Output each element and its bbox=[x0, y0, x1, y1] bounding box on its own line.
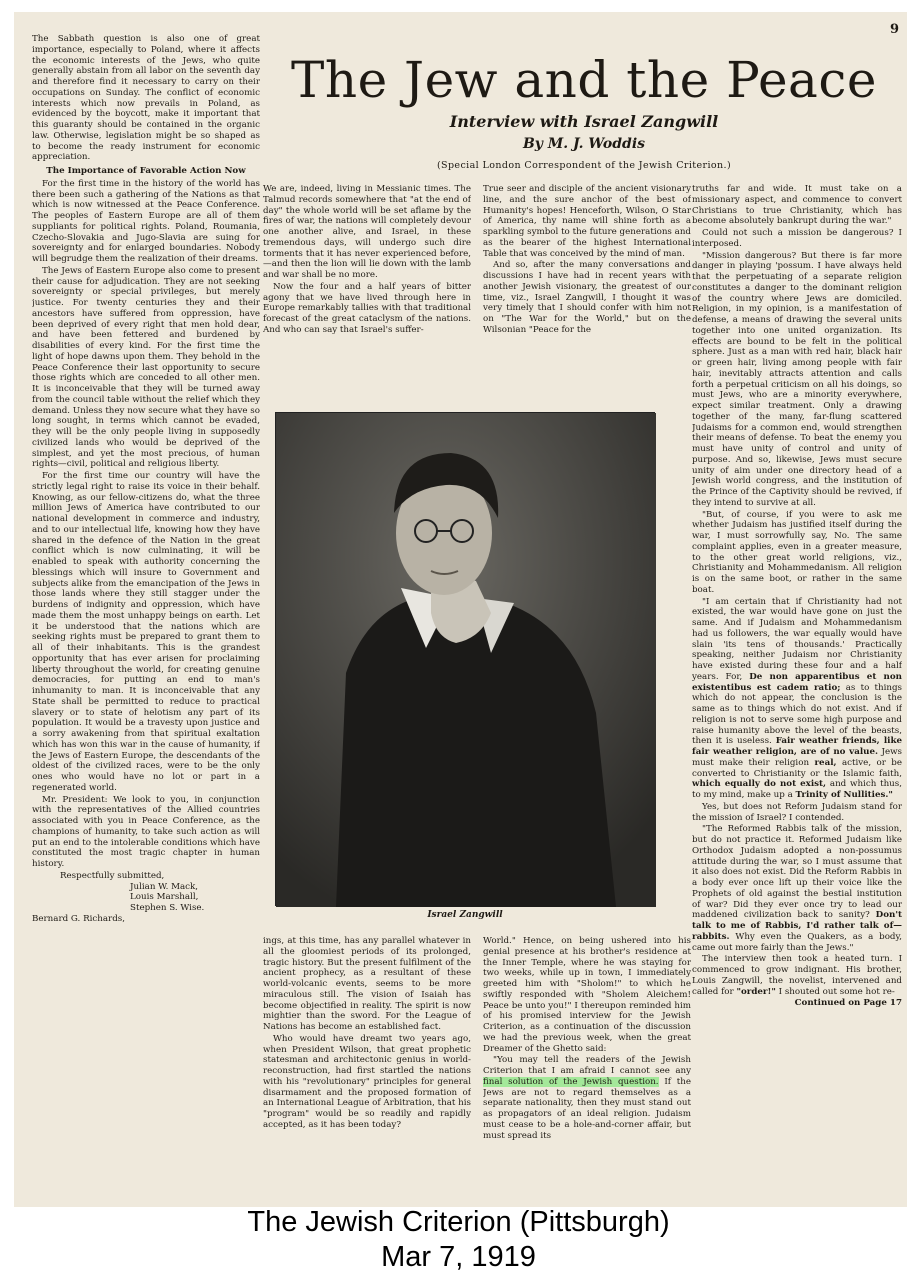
bold-word: real, bbox=[814, 757, 837, 768]
paragraph: The Jews of Eastern Europe also come to present their cause for adjudication. They are not seeking sovereignty or special privileges, but merely justice. For twenty centuries they and their ancestors have suffered from oppression, have been deprived of every right that men hold dear, and have been fettered and burdened by disabilities of every kind. For the first time the light of hope dawns upon them. They behold in the Peace Conference their last opportunity to secure those rights which are conceded to all other men. It is inconceivable that they will be turned away from the council table without the relief which they demand. Unless they now secure what they have so long sought, in terms which cannot be evaded, they will be the only people living in supposedly civilized lands who would be deprived of the simplest, and yet the most precious, of human rights—civil, political and religious liberty. bbox=[32, 265, 260, 470]
photo-caption: Israel Zangwill bbox=[427, 910, 503, 920]
subtitle: Interview with Israel Zangwill bbox=[449, 112, 719, 131]
highlighted-phrase: final solution of the Jewish question. bbox=[483, 1076, 659, 1087]
signatory: Louis Marshall, bbox=[130, 892, 199, 903]
article-column-2-top bbox=[263, 184, 471, 384]
closing-line: Respectfully submitted, bbox=[60, 870, 165, 881]
paragraph: Now the four and a half years of bitter agony that we have lived through here in Europe remarkably tallies with that traditional forecast of the great cataclysm of the nations. And who can say that Israel's suffer- bbox=[263, 281, 471, 335]
paragraph: "But, of course, if you were to ask me whether Judaism has justified itself during the war, I must sorrowfully say, No. The same complaint applies, even in a greater measure, to the other great world religions, viz., Christianity and Mohammedanism. All religion is on the same boot, or rather in the same boat. bbox=[692, 509, 902, 595]
article-column-2-bottom bbox=[263, 936, 471, 1206]
bold-phrase: Trinity of Nullities." bbox=[795, 790, 893, 800]
bold-word: "order!" bbox=[736, 986, 776, 997]
signatory: Stephen S. Wise. bbox=[130, 903, 205, 913]
article-column-4 bbox=[692, 184, 902, 1194]
text-run: The interview then took a heated turn. I commenced to grow indignant. His brother, Louis Zangwill, the novelist, intervened and called for bbox=[692, 954, 902, 997]
text-run: "The Reformed Rabbis talk of the mission, but do not practice it. Reformed Judaism like Orthodox Judaism adopted a non-possumus attitude during the war, so I must assume that it also does not exist. Did the Reform Rabbis in a body ever once lift up their voice like the Prophets of old against the bestial institution of war? Did they ever once try to lead our maddened civilization back to sanity? bbox=[692, 824, 902, 921]
text-run: Jews must make their religion bbox=[692, 747, 902, 768]
signatory: Julian W. Mack, bbox=[130, 881, 199, 892]
paragraph: For the first time our country will have the strictly legal right to raise its voice in their behalf. Knowing, as our fellow-citizens do, what the three million Jews of America have contributed to our national development in commerce and industry, and to our intellectual life, knowing how they have shared in the defence of the Nation in the great conflict which is now culminating, it will be enabled to speak with authority concerning the blessings which will insure to Government and subjects alike from the emancipation of the Jews in those lands where they still stagger under the burdens of indignity and oppression, which have made them the most unhappy beings on earth. Let it be understood that the nations which are seeking rights must be prepared to grant them to all of their inhabitants. This is the grandest opportunity that has ever arisen for proclaiming liberty throughout the world, for creating genuine democracies, for putting an end to man's inhumanity to man. It is inconceivable that any State shall be permitted to reduce to practical slavery or to state of helotism any part of its population. It would be a travesty upon justice and a sorry awakening from that spiritual exaltation which has won this war in the cause of humanity, if the Jews of Eastern Europe, the descendants of the oldest of the civilized races, were to be the only ones who would have no lot or part in a regenerated world. bbox=[32, 471, 260, 793]
paragraph: We are, indeed, living in Messianic times. The Talmud records somewhere that "at the end of day" the whole world will be set aflame by the fires of war, the nations will completely devour one another alive, and Israel, in these tremendous days, will undergo such dire torments that it has never experienced before,—and then the lion will lie down with the lamb and war shall be no more. bbox=[263, 184, 471, 280]
source-publication: The Jewish Criterion (Pittsburgh) bbox=[247, 1206, 670, 1238]
bold-phrase: Fair weather friends, like fair weather religion, are of no value. bbox=[692, 736, 902, 757]
signature-block bbox=[60, 871, 260, 914]
paragraph bbox=[692, 824, 902, 953]
text-run: as to things which do not appear, the conclusion is the same as to things which do not exist. And if religion is not to serve some high purpose and raise humanity above the level of the beasts, then it is useless. bbox=[692, 682, 902, 747]
paragraph: For the first time in the history of the world has there been such a gathering of the Nations as that which is now witnessed at the Peace Conference. The peoples of Eastern Europe are all of them suppliants for political rights. Poland, Roumania, Czecho-Slovakia and Jugo-Slavia are suing for sovereignty and for enlarged boundaries. Nobody will begrudge them the realization of their dreams. bbox=[32, 178, 260, 264]
source-date: Mar 7, 1919 bbox=[381, 1241, 536, 1273]
paragraph: truths far and wide. It must take on a missionary aspect, and commence to convert Christians to true Christianity, which has become absolutely bankrupt during the war." bbox=[692, 184, 902, 227]
text-run: "You may tell the readers of the Jewish Criterion that I am afraid I cannot see any bbox=[483, 1055, 691, 1076]
text-run: I shouted out some hot re- bbox=[778, 986, 895, 997]
text-run: active, or be converted to Christianity or the Islamic faith, bbox=[692, 757, 902, 779]
text-run: Why even the Quakers, as a body, came out more fairly than the Jews." bbox=[692, 931, 902, 953]
continued-notice: Continued on Page 17 bbox=[794, 998, 902, 1009]
paragraph: True seer and disciple of the ancient visionary line, and the sure anchor of the best of Humanity's hopes! Henceforth, Wilson, O Star of America, thy name will shine forth as a sparkling symbol to the future generations and as the bearer of the highest International Table that was conceived by the mind of man. bbox=[483, 184, 691, 259]
newspaper-page bbox=[14, 12, 907, 1207]
portrait-illustration bbox=[276, 413, 656, 907]
left-column bbox=[32, 34, 260, 1204]
paragraph: World." Hence, on being ushered into his genial presence at his brother's residence at the Inner Temple, where he was staying for two weeks, while up in town, I immediately greeted him with "Sholom!" to which he swiftly responded with "Sholem Aleichem! Peace be unto you!" I thereupon reminded him of his promised interview for the Jewish Criterion, as a continuation of the discussion we had the previous week, when the great Dreamer of the Ghetto said: bbox=[483, 936, 691, 1054]
text-run: If the Jews are not to regard themselves as a separate nationality, then they must stand out as propagators of an ideal religion. Judaism must cease to be a hole-and-corner affair, but must spread its bbox=[483, 1076, 691, 1141]
correspondent-credit: (Special London Correspondent of the Jewish Criterion.) bbox=[436, 160, 732, 171]
bold-phrase: Don't talk to me of Rabbis, I'd rather talk of—rabbits. bbox=[692, 910, 902, 942]
headline: The Jew and the Peace bbox=[291, 51, 877, 109]
article-column-3-top bbox=[483, 184, 691, 384]
portrait-photo bbox=[275, 412, 655, 906]
paragraph bbox=[692, 597, 902, 801]
paragraph: Yes, but does not Reform Judaism stand for the mission of Israel? I contended. bbox=[692, 801, 902, 823]
text-run: and which thus, to my mind, make up a bbox=[692, 779, 902, 800]
section-subhead: The Importance of Favorable Action Now bbox=[46, 166, 246, 176]
bold-phrase: which equally do not exist, bbox=[692, 779, 827, 790]
latin-phrase: De non apparentibus et non existentibus est cadem ratio; bbox=[692, 671, 902, 693]
paragraph: Who would have dreamt two years ago, when President Wilson, that great prophetic statesman and architectonic genius in world-reconstruction, had first startled the nations with his "revolutionary" principles for general disarmament and the proposed formation of an International League of Arbitration, that his "program" would be so readily and rapidly accepted, as it has been today? bbox=[263, 1033, 471, 1130]
paragraph: "Mission dangerous? But there is far more danger in playing 'possum. I have always held that the perpetuating of a separate religion constitutes a danger to the dominant religion of the country where Jews are domiciled. Religion, in my opinion, is a manifestation of defense, a means of drawing the several units together into one united organization. Its effects are bound to be felt in the political sphere. Just as a man with red hair, black hair or green hair, living among people with fair hair, inevitably attracts attention and calls forth a perpetual criticism on all his doings, so must Jews, who are a minority everywhere, expect similar treatment. Only a drawing together of the many, far-flung scattered Judaisms for a common end, would strengthen their means of defense. To beat the enemy you must have unity of control and unity of purpose. And so, likewise, Jews must secure unity of aim under one directory head of a Jewish world congress, and the institution of the Prince of the Captivity should be revived, if they intend to survive at all. bbox=[692, 250, 902, 508]
intro-paragraph: The Sabbath question is also one of great importance, especially to Poland, where it affects the economic interests of the Jews, who quite generally abstain from all labor on the seventh day and therefore find it necessary to carry on their occupations on Sunday. The conflict of economic interests which now prevails in Poland, as evidenced by the boycott, make it important that this guaranty should be contained in the organic law. Otherwise, legislation might be so shaped as to become the ready instrument for economic appreciation. bbox=[32, 34, 260, 163]
paragraph bbox=[692, 954, 902, 997]
article-column-3-bottom bbox=[483, 936, 691, 1186]
source-caption bbox=[0, 1205, 917, 1275]
byline: By M. J. Woddis bbox=[522, 136, 646, 152]
paragraph: And so, after the many conversations and discussions I have had in recent years with another Jewish visionary, the greatest of our time, viz., Israel Zangwill, I thought it was very timely that I should confer with him not on "The War for the World," but on the Wilsonian "Peace for the bbox=[483, 260, 691, 335]
signatory: Bernard G. Richards, bbox=[32, 913, 125, 924]
paragraph bbox=[483, 1055, 691, 1141]
page-number: 9 bbox=[889, 22, 899, 37]
text-run: "I am certain that if Christianity had not existed, the war would have gone on just the same. And if Judaism and Mohammedanism had us followers, the war equally would have slain 'its tens of thousands.' Practically speaking, neither Judaism nor Christianity have existed during these four and a half years. For, bbox=[692, 596, 902, 682]
paragraph: Could not such a mission be dangerous? I interposed. bbox=[692, 228, 902, 249]
paragraph: ings, at this time, has any parallel whatever in all the gloomiest periods of its prolonged, tragic history. But the present fulfilment of the ancient prophecy, as a resultant of these world-volcanic events, seems to be more miraculous still. The vision of Isaiah has become objectified in reality. The spirit is now mightier than the sword. For the League of Nations has become an established fact. bbox=[263, 936, 471, 1032]
paragraph: Mr. President: We look to you, in conjunction with the representatives of the Allied countries associated with you in Peace Conference, as the champions of humanity, to take such action as will put an end to the intolerable conditions which have constituted the most tragic chapter in human history. bbox=[32, 794, 260, 869]
